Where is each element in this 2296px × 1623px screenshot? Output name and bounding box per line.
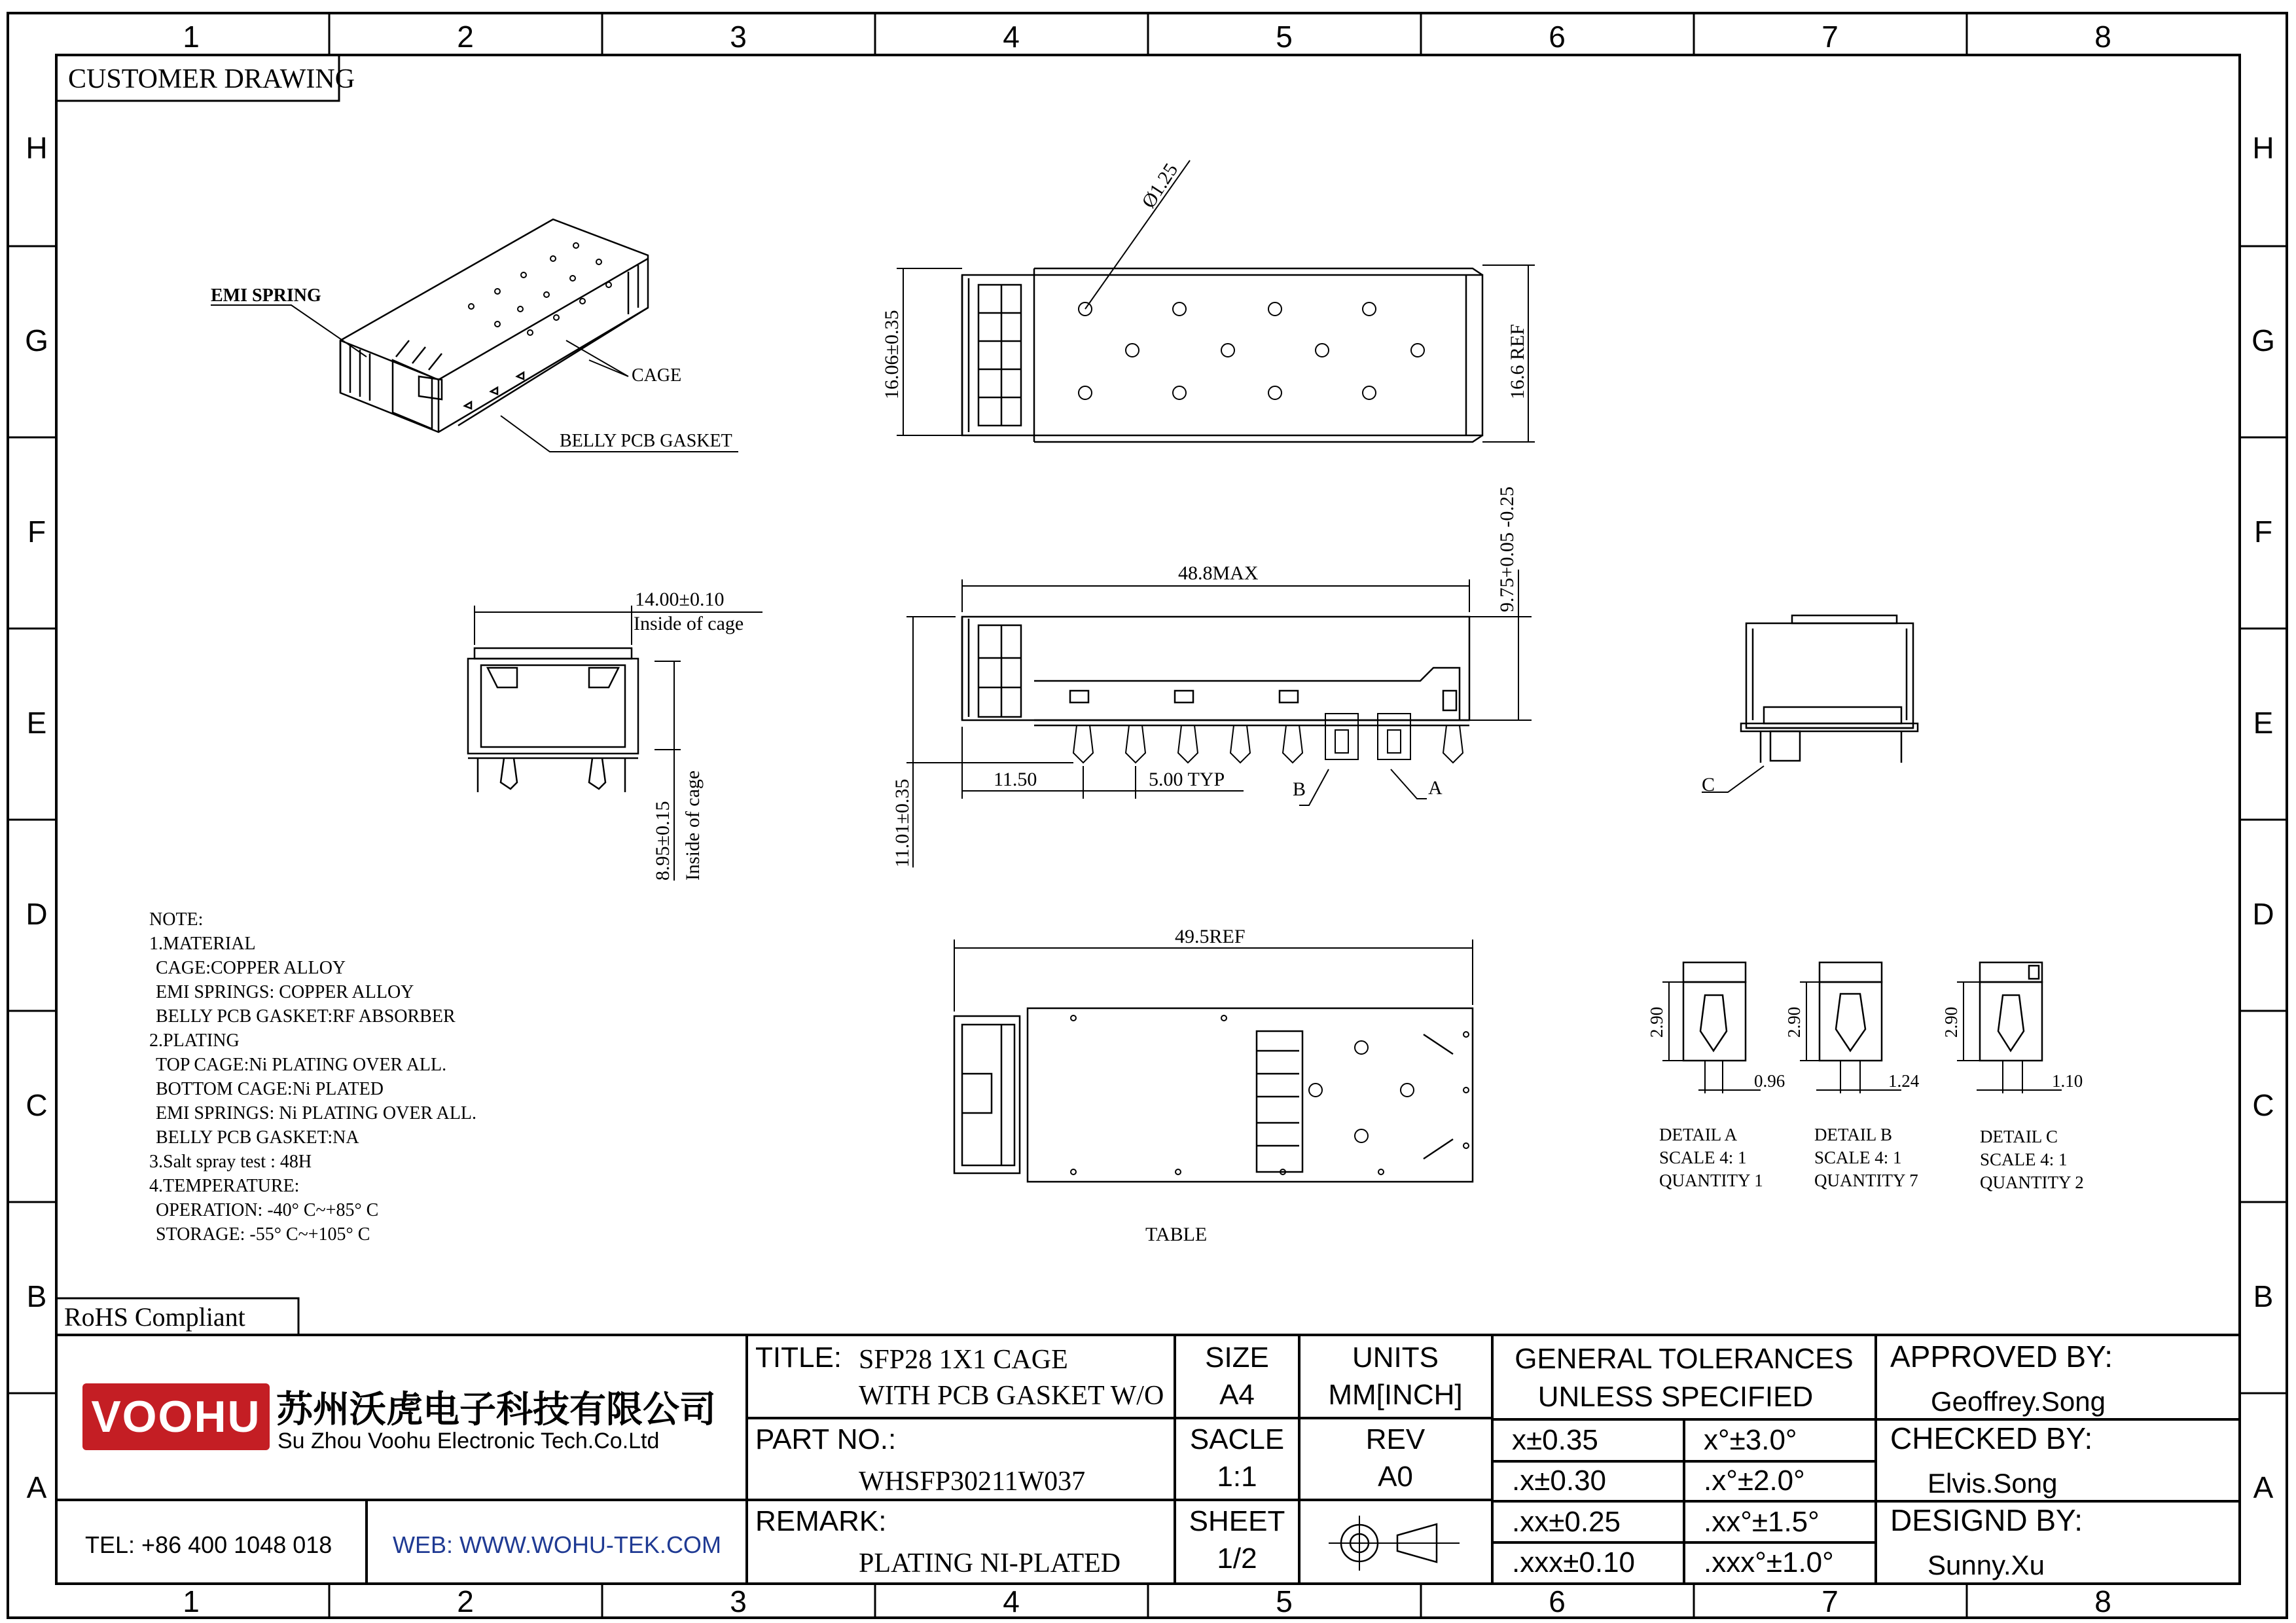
tolerance-angular: x°±3.0°: [1704, 1424, 1797, 1456]
row-label: A: [2253, 1470, 2274, 1504]
size-label: SIZE: [1205, 1341, 1269, 1374]
col-label: 2: [457, 1584, 474, 1618]
sheet-label: SHEET: [1189, 1505, 1285, 1537]
detail-scale: SCALE 4: 1: [1659, 1148, 1747, 1167]
isometric-view: [211, 219, 738, 452]
title-label: TITLE:: [755, 1341, 842, 1374]
col-label: 6: [1549, 20, 1566, 54]
note-line: STORAGE: -55° C~+105° C: [156, 1224, 370, 1245]
scale-value: 1:1: [1217, 1461, 1257, 1493]
detail-name: DETAIL C: [1980, 1127, 2058, 1146]
company-logo: [82, 1383, 270, 1450]
row-label: E: [26, 706, 47, 740]
note-line: BELLY PCB GASKET:NA: [156, 1127, 359, 1148]
col-label: 5: [1276, 1584, 1293, 1618]
col-label: 4: [1003, 20, 1020, 54]
row-label: A: [26, 1470, 47, 1504]
note-line: NOTE:: [149, 909, 204, 930]
note-line: TOP CAGE:Ni PLATING OVER ALL.: [156, 1055, 447, 1075]
tolerance-angular: .xx°±1.5°: [1704, 1506, 1820, 1538]
tolerance-linear: .xxx±0.10: [1512, 1546, 1636, 1578]
dim-width-inside-note: Inside of cage: [634, 613, 744, 634]
title-line-2: WITH PCB GASKET W/O: [859, 1381, 1164, 1411]
tolerance-linear: .xx±0.25: [1512, 1506, 1621, 1538]
units-label: UNITS: [1352, 1341, 1439, 1374]
col-label: 4: [1003, 1584, 1020, 1618]
dim-depth-inside-note: Inside of cage: [682, 770, 704, 881]
dim-pin-h-b: 2.90: [1784, 1006, 1804, 1038]
front-view: [468, 606, 762, 881]
frame-labels: [25, 20, 2275, 1618]
note-line: EMI SPRINGS: COPPER ALLOY: [156, 982, 414, 1002]
tolerance-linear: .x±0.30: [1512, 1465, 1607, 1497]
row-label: H: [26, 131, 48, 165]
tolerance-title: GENERAL TOLERANCES: [1515, 1343, 1854, 1375]
dim-pin-w-c: 1.10: [2052, 1071, 2083, 1091]
detail-c-callout: C: [1702, 774, 1715, 795]
rev-value: A0: [1378, 1461, 1413, 1493]
detail-name: DETAIL B: [1814, 1125, 1893, 1144]
dim-pin-h-c: 2.90: [1941, 1006, 1961, 1038]
dim-width-inside: 14.00±0.10: [635, 589, 725, 610]
sheet-frame: [8, 13, 2287, 1618]
detail-qty: QUANTITY 1: [1659, 1171, 1763, 1190]
drawing-type-label: CUSTOMER DRAWING: [68, 64, 355, 94]
dim-height-side: 11.01±0.35: [891, 778, 913, 867]
tolerance-angular: .xxx°±1.0°: [1704, 1546, 1834, 1578]
pin-details: [1662, 962, 2062, 1093]
company-name-en: Su Zhou Voohu Electronic Tech.Co.Ltd: [278, 1429, 660, 1453]
note-line: EMI SPRINGS: Ni PLATING OVER ALL.: [156, 1103, 477, 1123]
rear-view: [1702, 615, 1918, 792]
col-label: 1: [183, 1584, 200, 1618]
emi-spring-callout: EMI SPRING: [211, 285, 321, 306]
row-label: H: [2252, 131, 2274, 165]
note-line: CAGE:COPPER ALLOY: [156, 958, 346, 978]
row-label: B: [26, 1279, 47, 1313]
company-name-cn: 苏州沃虎电子科技有限公司: [276, 1389, 716, 1430]
dim-pin-h-a: 2.90: [1647, 1006, 1666, 1038]
units-value: MM[INCH]: [1328, 1379, 1463, 1411]
approved-value: Geoffrey.Song: [1931, 1386, 2106, 1417]
row-label: C: [26, 1088, 48, 1122]
col-label: 1: [183, 20, 200, 54]
detail-c-drawing: [1957, 962, 2062, 1093]
detail-qty: QUANTITY 2: [1980, 1173, 2084, 1192]
notes-block: [149, 909, 476, 1245]
title-line-1: SFP28 1X1 CAGE: [859, 1345, 1068, 1375]
col-label: 8: [2094, 1584, 2111, 1618]
side-view: [906, 570, 1532, 867]
dim-length-ref: 49.5REF: [1175, 926, 1246, 947]
checked-value: Elvis.Song: [1928, 1468, 2058, 1499]
note-line: 1.MATERIAL: [149, 934, 256, 954]
rev-label: REV: [1365, 1423, 1426, 1455]
tel-label: TEL: +86 400 1048 018: [85, 1531, 332, 1558]
note-line: BOTTOM CAGE:Ni PLATED: [156, 1079, 384, 1099]
row-label: G: [2251, 323, 2275, 357]
row-label: E: [2253, 706, 2274, 740]
designed-value: Sunny.Xu: [1928, 1550, 2045, 1580]
detail-name: DETAIL A: [1659, 1125, 1738, 1144]
col-label: 8: [2094, 20, 2111, 54]
belly-gasket-callout: BELLY PCB GASKET: [560, 431, 732, 451]
web-link[interactable]: WEB: WWW.WOHU-TEK.COM: [393, 1531, 721, 1558]
checked-label: CHECKED BY:: [1890, 1421, 2093, 1455]
scale-label: SACLE: [1189, 1423, 1285, 1455]
col-label: 3: [730, 1584, 747, 1618]
row-label: C: [2252, 1088, 2274, 1122]
dim-hole-dia: Ø1.25: [1138, 159, 1183, 212]
size-value: A4: [1219, 1379, 1255, 1411]
note-line: 4.TEMPERATURE:: [149, 1176, 300, 1196]
col-label: 3: [730, 20, 747, 54]
logo-wordmark: VOOHU: [91, 1392, 261, 1442]
dim-height-ref: 16.6 REF: [1507, 323, 1528, 399]
remark-label: REMARK:: [755, 1505, 887, 1537]
dim-pitch-typ: 5.00 TYP: [1149, 769, 1225, 790]
col-label: 5: [1276, 20, 1293, 54]
detail-scale: SCALE 4: 1: [1814, 1148, 1902, 1167]
rohs-label: RoHS Compliant: [64, 1302, 245, 1332]
row-label: G: [25, 323, 48, 357]
projection-symbol: [1329, 1516, 1460, 1571]
dim-height-top: 16.06±0.35: [881, 310, 903, 399]
detail-qty: QUANTITY 7: [1814, 1171, 1918, 1190]
sheet-value: 1/2: [1217, 1542, 1257, 1575]
bottom-view: [954, 939, 1473, 1182]
col-label: 7: [1821, 20, 1839, 54]
tolerance-subtitle: UNLESS SPECIFIED: [1537, 1381, 1814, 1413]
part-number: WHSFP30211W037: [859, 1467, 1086, 1497]
row-label: B: [2253, 1279, 2274, 1313]
col-label: 7: [1821, 1584, 1839, 1618]
part-label: PART NO.:: [755, 1423, 897, 1455]
tolerance-linear: x±0.35: [1512, 1424, 1598, 1456]
row-label: D: [26, 897, 48, 931]
dim-length-max: 48.8MAX: [1178, 562, 1259, 584]
row-label: D: [2252, 897, 2274, 931]
detail-b-drawing: [1800, 962, 1901, 1093]
detail-a-drawing: [1662, 962, 1761, 1093]
designed-label: DESIGND BY:: [1890, 1503, 2083, 1537]
dim-pin-w-b: 1.24: [1888, 1071, 1920, 1091]
dim-tol-height: 9.75+0.05 -0.25: [1496, 486, 1518, 612]
col-label: 2: [457, 20, 474, 54]
approved-label: APPROVED BY:: [1890, 1340, 2113, 1374]
tolerance-angular: .x°±2.0°: [1704, 1465, 1805, 1497]
row-label: F: [2253, 515, 2273, 549]
dim-depth-inside: 8.95±0.15: [652, 801, 673, 881]
row-label: F: [27, 515, 46, 549]
remark-value: PLATING NI-PLATED: [859, 1548, 1121, 1578]
detail-scale: SCALE 4: 1: [1980, 1150, 2068, 1169]
col-label: 6: [1549, 1584, 1566, 1618]
cage-callout: CAGE: [632, 365, 682, 386]
note-line: 3.Salt spray test : 48H: [149, 1152, 312, 1172]
top-view: [897, 160, 1535, 442]
dim-pin-w-a: 0.96: [1754, 1071, 1785, 1091]
detail-a-callout: A: [1428, 777, 1443, 799]
note-line: BELLY PCB GASKET:RF ABSORBER: [156, 1006, 456, 1027]
table-label: TABLE: [1145, 1224, 1208, 1245]
dim-pitch-first: 11.50: [994, 769, 1037, 790]
note-line: OPERATION: -40° C~+85° C: [156, 1200, 379, 1220]
note-line: 2.PLATING: [149, 1030, 240, 1051]
detail-b-callout: B: [1293, 778, 1306, 800]
